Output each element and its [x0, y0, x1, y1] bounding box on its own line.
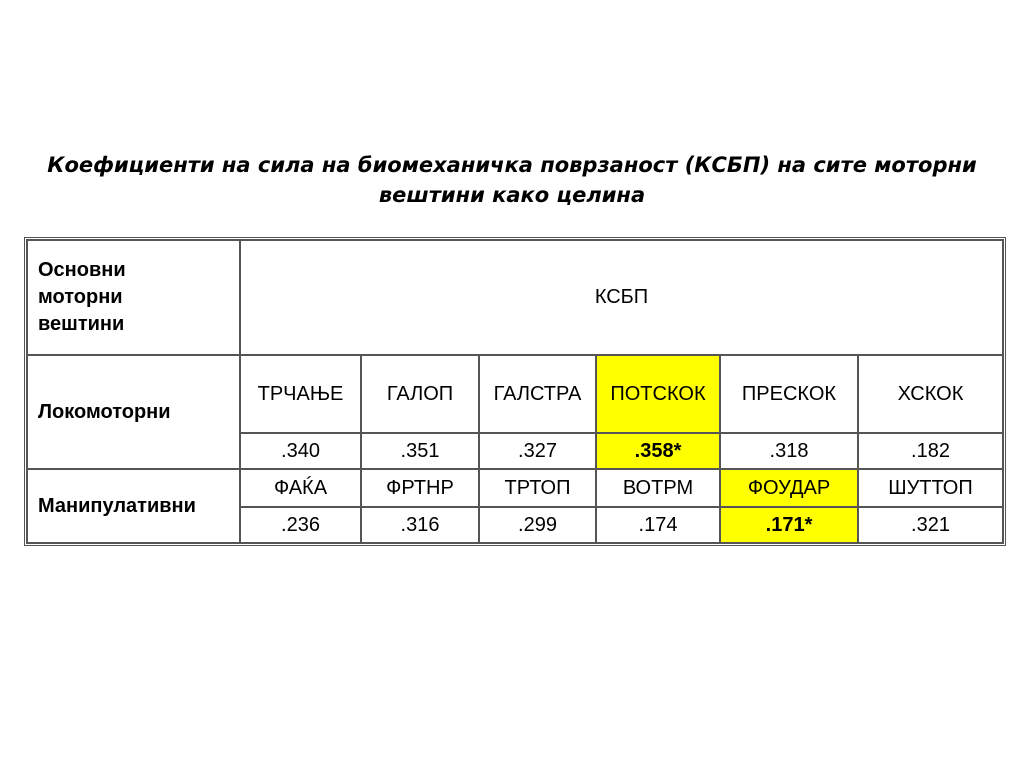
group-label-locomotor: Локомоторни — [27, 355, 240, 469]
skill-header-cell: ПРЕСКОК — [720, 355, 858, 433]
value-cell: .351 — [361, 433, 479, 469]
ksbp-table — [24, 237, 1006, 546]
value-cell: .316 — [361, 507, 479, 543]
corner-header-line: моторни — [38, 286, 123, 308]
value-cell-highlighted: .171* — [720, 507, 858, 543]
header-row — [27, 240, 1003, 355]
corner-header-cell — [27, 240, 240, 355]
title-line-2: вештини како целина — [378, 183, 646, 207]
skill-header-cell: ТРЧАЊЕ — [240, 355, 361, 433]
skill-header-cell: ВОТРМ — [596, 469, 720, 507]
ksbp-header-cell: КСБП — [240, 240, 1003, 355]
value-cell: .174 — [596, 507, 720, 543]
value-cell: .236 — [240, 507, 361, 543]
skill-header-cell: ТРТОП — [479, 469, 596, 507]
skill-header-cell: ФРТНР — [361, 469, 479, 507]
group-label-manipulative: Манипулативни — [27, 469, 240, 543]
skill-header-cell: ХСКОК — [858, 355, 1003, 433]
value-cell: .327 — [479, 433, 596, 469]
skill-header-cell: ШУТТОП — [858, 469, 1003, 507]
title-line-1: Коефициенти на сила на биомеханичка поврзаност (КСБП) на сите моторни — [47, 153, 977, 177]
skill-header-cell: ФАЌА — [240, 469, 361, 507]
skill-header-cell: ГАЛОП — [361, 355, 479, 433]
value-cell: .182 — [858, 433, 1003, 469]
value-cell: .340 — [240, 433, 361, 469]
corner-header-line: вештини — [38, 313, 125, 335]
skill-header-cell-highlighted: ФОУДАР — [720, 469, 858, 507]
value-cell: .318 — [720, 433, 858, 469]
value-cell: .299 — [479, 507, 596, 543]
locomotor-skills-row — [27, 355, 1003, 433]
skill-header-cell-highlighted: ПОТСКОК — [596, 355, 720, 433]
corner-header-line: Основни — [38, 259, 126, 281]
page-title — [40, 150, 984, 210]
skill-header-cell: ГАЛСТРА — [479, 355, 596, 433]
value-cell-highlighted: .358* — [596, 433, 720, 469]
value-cell: .321 — [858, 507, 1003, 543]
manipulative-skills-row — [27, 469, 1003, 507]
